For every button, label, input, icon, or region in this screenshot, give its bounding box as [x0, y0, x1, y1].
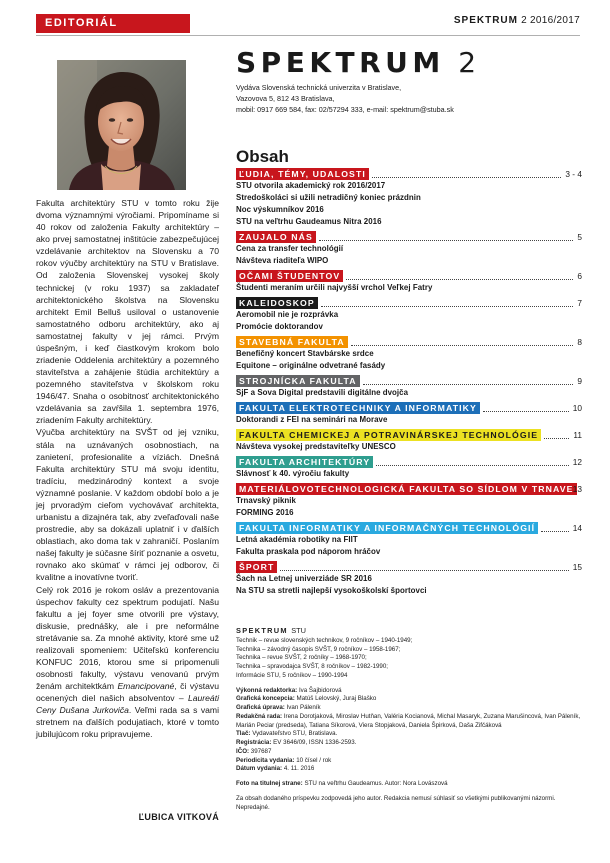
editorial-author: ĽUBICA VITKOVÁ: [138, 812, 219, 822]
toc-article[interactable]: Na STU sa stretli najlepší vysokoškolskí športovci: [236, 586, 427, 595]
toc-section[interactable]: [236, 297, 582, 309]
toc-leader-dots: [363, 376, 573, 385]
table-of-contents: [236, 168, 582, 597]
toc-section[interactable]: [236, 336, 582, 348]
history-line: Technik – revue slovenských technikov, 9 ročníkov – 1940-1949;: [236, 636, 413, 644]
toc-section[interactable]: [236, 402, 582, 414]
author-photo: [57, 60, 186, 190]
toc-leader-dots: [372, 169, 561, 178]
magazine-name: SPEKTRUM: [453, 15, 518, 26]
toc-section-label[interactable]: OČAMI ŠTUDENTOV: [236, 270, 343, 282]
toc-section[interactable]: [236, 270, 582, 282]
staff-line: Redakčná rada: Irena Dorotjaková, Miroslav Hutňan, Valéria Kocianová, Michal Masaryk, Zuzana Marušincová, Ivan Páleník, Marián Peciar (predseda), Tatiana Síkorová, Viera Stopjaková, Daniela Špirková, Daša Zifčáková: [236, 712, 581, 729]
publisher-line: Vydáva Slovenská technická univerzita v Bratislave,: [236, 83, 402, 92]
toc-leader-dots: [280, 562, 569, 571]
toc-section[interactable]: [236, 429, 582, 441]
history-line: Technika – závodný časopis SVŠT, 9 ročníkov – 1958-1967;: [236, 645, 401, 653]
toc-section[interactable]: [236, 456, 582, 468]
staff-line: Grafická úprava: Ivan Páleník: [236, 704, 321, 711]
disclaimer: Za obsah dodaného príspevku zodpovedá jeho autor. Redakcia nemusí súhlasiť so všetkými publikovanými názormi. Nepredajné.: [236, 794, 556, 811]
toc-section[interactable]: [236, 561, 582, 573]
toc-page-number: 13: [572, 484, 582, 494]
staff-line: Grafická koncepcia: Matúš Lelovský, Juraj Blaško: [236, 695, 377, 703]
toc-article[interactable]: Noc výskumníkov 2016: [236, 205, 324, 214]
toc-section-label[interactable]: FAKULTA ELEKTROTECHNIKY A INFORMATIKY: [236, 402, 480, 414]
history-line: Informácie STU, 5 ročníkov – 1990-1994: [236, 671, 348, 679]
toc-page-number: 8: [577, 337, 582, 347]
toc-article[interactable]: Promócie doktorandov: [236, 322, 323, 331]
toc-section[interactable]: [236, 522, 582, 534]
editorial-paragraph-1: Fakulta architektúry STU v tomto roku žije dvoma významnými výročiami. Pripomíname si 40 rokov od založenia Fakulty architektúry – ako prvej samostatnej inštitúcie zabezpečujúcej vzdelávanie architektov na Slovensku a 70 rokov výučby architektúry na STU v Bratislave. Od založenia Slovenskej vysokej školy technickej (v roku 1937) sa zakladateľ architektonického školstva na Slovensku architekt Emil Belluš usiloval o ustanovenie samostatného odboru architektúry, ako aj samostatnej fakulty v jej rámci. Prvým úspešným, i keď čiastkovým krokom bolo zriadenie Oddelenia architektúry a pozemného staviteľstva a zahájenie štúdia architektúry a pozemného staviteľstva v školskom roku 1946/47. Snaha o osobitnosť architektonického vzdelávania sa zavŕšila 1. septembra 1976, zriadením Fakulty architektúry.: [36, 198, 219, 426]
editorial-paragraph-2: Výučba architektúry na SVŠT od jej vzniku, stála na uznávaných osobnostiach, na zanietení, profesionalite a víziách. Dnešná Fakulta architektúry STU má svoju identitu, tradíciu, medzinárodný kontext a svoje významné poslanie. V každom období bolo a je jej prvoradým cieľom vychovávať architekta, urbanistu a dizajnéra tak, aby zveľaďovali naše prostredie, aby sa dokázali uplatniť i v ďalších oblastiach, ako doma tak v zahraničí. Poslaním našej fakulty je súčasne šíriť poznanie a osvetu, rovnako ako skúmať v rámci jej odborov, či kvalitne a inovatívne tvoriť.: [36, 427, 219, 583]
credits-block: [236, 627, 586, 812]
credits-history: [236, 637, 586, 681]
staff-line: Dátum vydania: 4. 11. 2016: [236, 765, 315, 773]
toc-article[interactable]: Trnavský piknik: [236, 496, 296, 505]
history-line: Technika – spravodajca SVŠT, 8 ročníkov – 1982-1990;: [236, 663, 389, 670]
publisher-line: mobil: 0917 669 584, fax: 02/57294 333, e-mail: spektrum@stuba.sk: [236, 105, 454, 114]
toc-section-label[interactable]: KALEIDOSKOP: [236, 297, 318, 309]
toc-article[interactable]: Aeromobil nie je rozprávka: [236, 310, 339, 319]
toc-section[interactable]: [236, 375, 582, 387]
section-tag: EDITORIÁL: [36, 14, 190, 33]
staff-line: Registrácia: EV 3646/09, ISSN 1336-2593.: [236, 739, 357, 746]
editorial-body: [36, 197, 219, 741]
credits-heading: SPEKTRUM STU: [236, 626, 307, 635]
toc-section-label[interactable]: ĽUDIA, TÉMY, UDALOSTI: [236, 168, 369, 180]
toc-article[interactable]: STU otvorila akademický rok 2016/2017: [236, 181, 386, 190]
toc-leader-dots: [544, 430, 569, 439]
staff-line: Periodicita vydania: 10 čísel / rok: [236, 756, 332, 764]
toc-page-number: 7: [577, 298, 582, 308]
toc-page-number: 11: [573, 430, 582, 440]
toc-page-number: 14: [572, 523, 582, 533]
toc-article[interactable]: SjF a Sova Digital predstavili digitálne dvojča: [236, 388, 409, 397]
toc-page-number: 6: [577, 271, 582, 281]
toc-article[interactable]: FORMING 2016: [236, 508, 294, 517]
editorial-paragraph-3: Celý rok 2016 je rokom osláv a prezentovania úspechov fakulty cez spektrum podujatí. Našu fakultu a jej foyer sme otvorili pre výstavy, diskusie, prednášky, ale i pre neformálne stretávanie sa. Za mnohé aktivity, ktoré sme už realizovali spomeniem: Učiteľskú konferenciu KONFUC 2016, ktorou sme si pripomenuli osobnosti fakulty, výstavu venovanú prvým ženám architektkám Emancipované, či výstavu ocenených diel našich absolventov – Laureáti Ceny Dušana Jurkoviča. Veľmi rada sa s vami stretnem na ďalších podujatiach, ktoré v tomto jubilujúcom roku pripravujeme.: [36, 584, 219, 740]
toc-leader-dots: [351, 337, 573, 346]
toc-page-number: 15: [572, 562, 582, 572]
toc-section[interactable]: [236, 483, 582, 495]
toc-article[interactable]: Návšteva vysokej predstaviteľky UNESCO: [236, 442, 396, 451]
masthead-logo: [236, 48, 476, 78]
toc-page-number: 5: [577, 232, 582, 242]
toc-page-number: 10: [572, 403, 582, 413]
toc-page-number: 3 - 4: [565, 169, 582, 179]
exhibition-title: Emancipované: [117, 681, 175, 692]
publisher-line: Vazovova 5, 812 43 Bratislava,: [236, 94, 335, 103]
toc-section-label[interactable]: FAKULTA ARCHITEKTÚRY: [236, 456, 373, 468]
toc-article[interactable]: Cena za transfer technológií: [236, 244, 344, 253]
masthead-number: 2: [458, 46, 477, 79]
toc-section-label[interactable]: ZAUJALO NÁS: [236, 231, 316, 243]
toc-leader-dots: [346, 271, 573, 280]
toc-article[interactable]: Letná akadémia robotiky na FIIT: [236, 535, 358, 544]
toc-title: Obsah: [236, 147, 289, 166]
toc-section-label[interactable]: STROJNÍCKA FAKULTA: [236, 375, 360, 387]
toc-section-label[interactable]: STAVEBNÁ FAKULTA: [236, 336, 348, 348]
toc-article[interactable]: Študenti meraním určili najvyšší vrchol Veľkej Fatry: [236, 283, 433, 292]
toc-article[interactable]: Doktorandi z FEI na seminári na Morave: [236, 415, 388, 424]
cover-photo-credit: Foto na titulnej strane: STU na veľtrhu Gaudeamus. Autor: Nora Lovászová: [236, 780, 448, 787]
toc-page-number: 12: [572, 457, 582, 467]
toc-article[interactable]: Equitone – originálne odvetrané fasády: [236, 361, 386, 370]
toc-article[interactable]: Stredoškoláci si užili netradičný koniec prázdnin: [236, 193, 421, 202]
exhibition-title-2: Laureáti Ceny Dušana Jurkoviča: [36, 693, 219, 716]
toc-section-label[interactable]: FAKULTA CHEMICKEJ A POTRAVINÁRSKEJ TECHNOLÓGIE: [236, 429, 541, 441]
issue-label: [454, 15, 580, 26]
toc-page-number: 9: [577, 376, 582, 386]
staff-line: Výkonná redaktorka: Iva Šajbidorová: [236, 686, 342, 694]
toc-section-label[interactable]: MATERIÁLOVOTECHNOLOGICKÁ FAKULTA SO SÍDLOM V TRNAVE: [236, 483, 577, 495]
toc-article[interactable]: Šach na Letnej univerziáde SR 2016: [236, 574, 372, 583]
toc-article[interactable]: STU na veľtrhu Gaudeamus Nitra 2016: [236, 217, 382, 226]
issue-number: 2 2016/2017: [521, 15, 580, 26]
toc-leader-dots: [321, 298, 573, 307]
toc-article[interactable]: Fakulta praskala pod náporom hráčov: [236, 547, 381, 556]
toc-article[interactable]: Slávnosť k 40. výročiu fakulty: [236, 469, 350, 478]
credits-staff: [236, 687, 586, 775]
toc-section[interactable]: [236, 231, 582, 243]
publisher-info: [236, 82, 454, 115]
staff-line: IČO: 397687: [236, 747, 272, 755]
toc-section[interactable]: [236, 168, 582, 180]
toc-leader-dots: [483, 403, 569, 412]
toc-leader-dots: [541, 523, 569, 532]
history-line: Technika – revue SVŠT, 2 ročníky – 1968-1970;: [236, 654, 367, 662]
toc-article[interactable]: Návšteva riaditeľa WIPO: [236, 256, 329, 265]
staff-line: Tlač: Vydavateľstvo STU, Bratislava.: [236, 730, 338, 738]
masthead-title: SPEKTRUM: [236, 46, 445, 79]
toc-leader-dots: [319, 232, 573, 241]
toc-section-label[interactable]: ŠPORT: [236, 561, 277, 573]
toc-section-label[interactable]: FAKULTA INFORMATIKY A INFORMAČNÝCH TECHNOLÓGIÍ: [236, 522, 538, 534]
toc-article[interactable]: Benefičný koncert Stavbárske srdce: [236, 349, 374, 358]
header-divider: [36, 35, 580, 36]
toc-leader-dots: [376, 457, 569, 466]
